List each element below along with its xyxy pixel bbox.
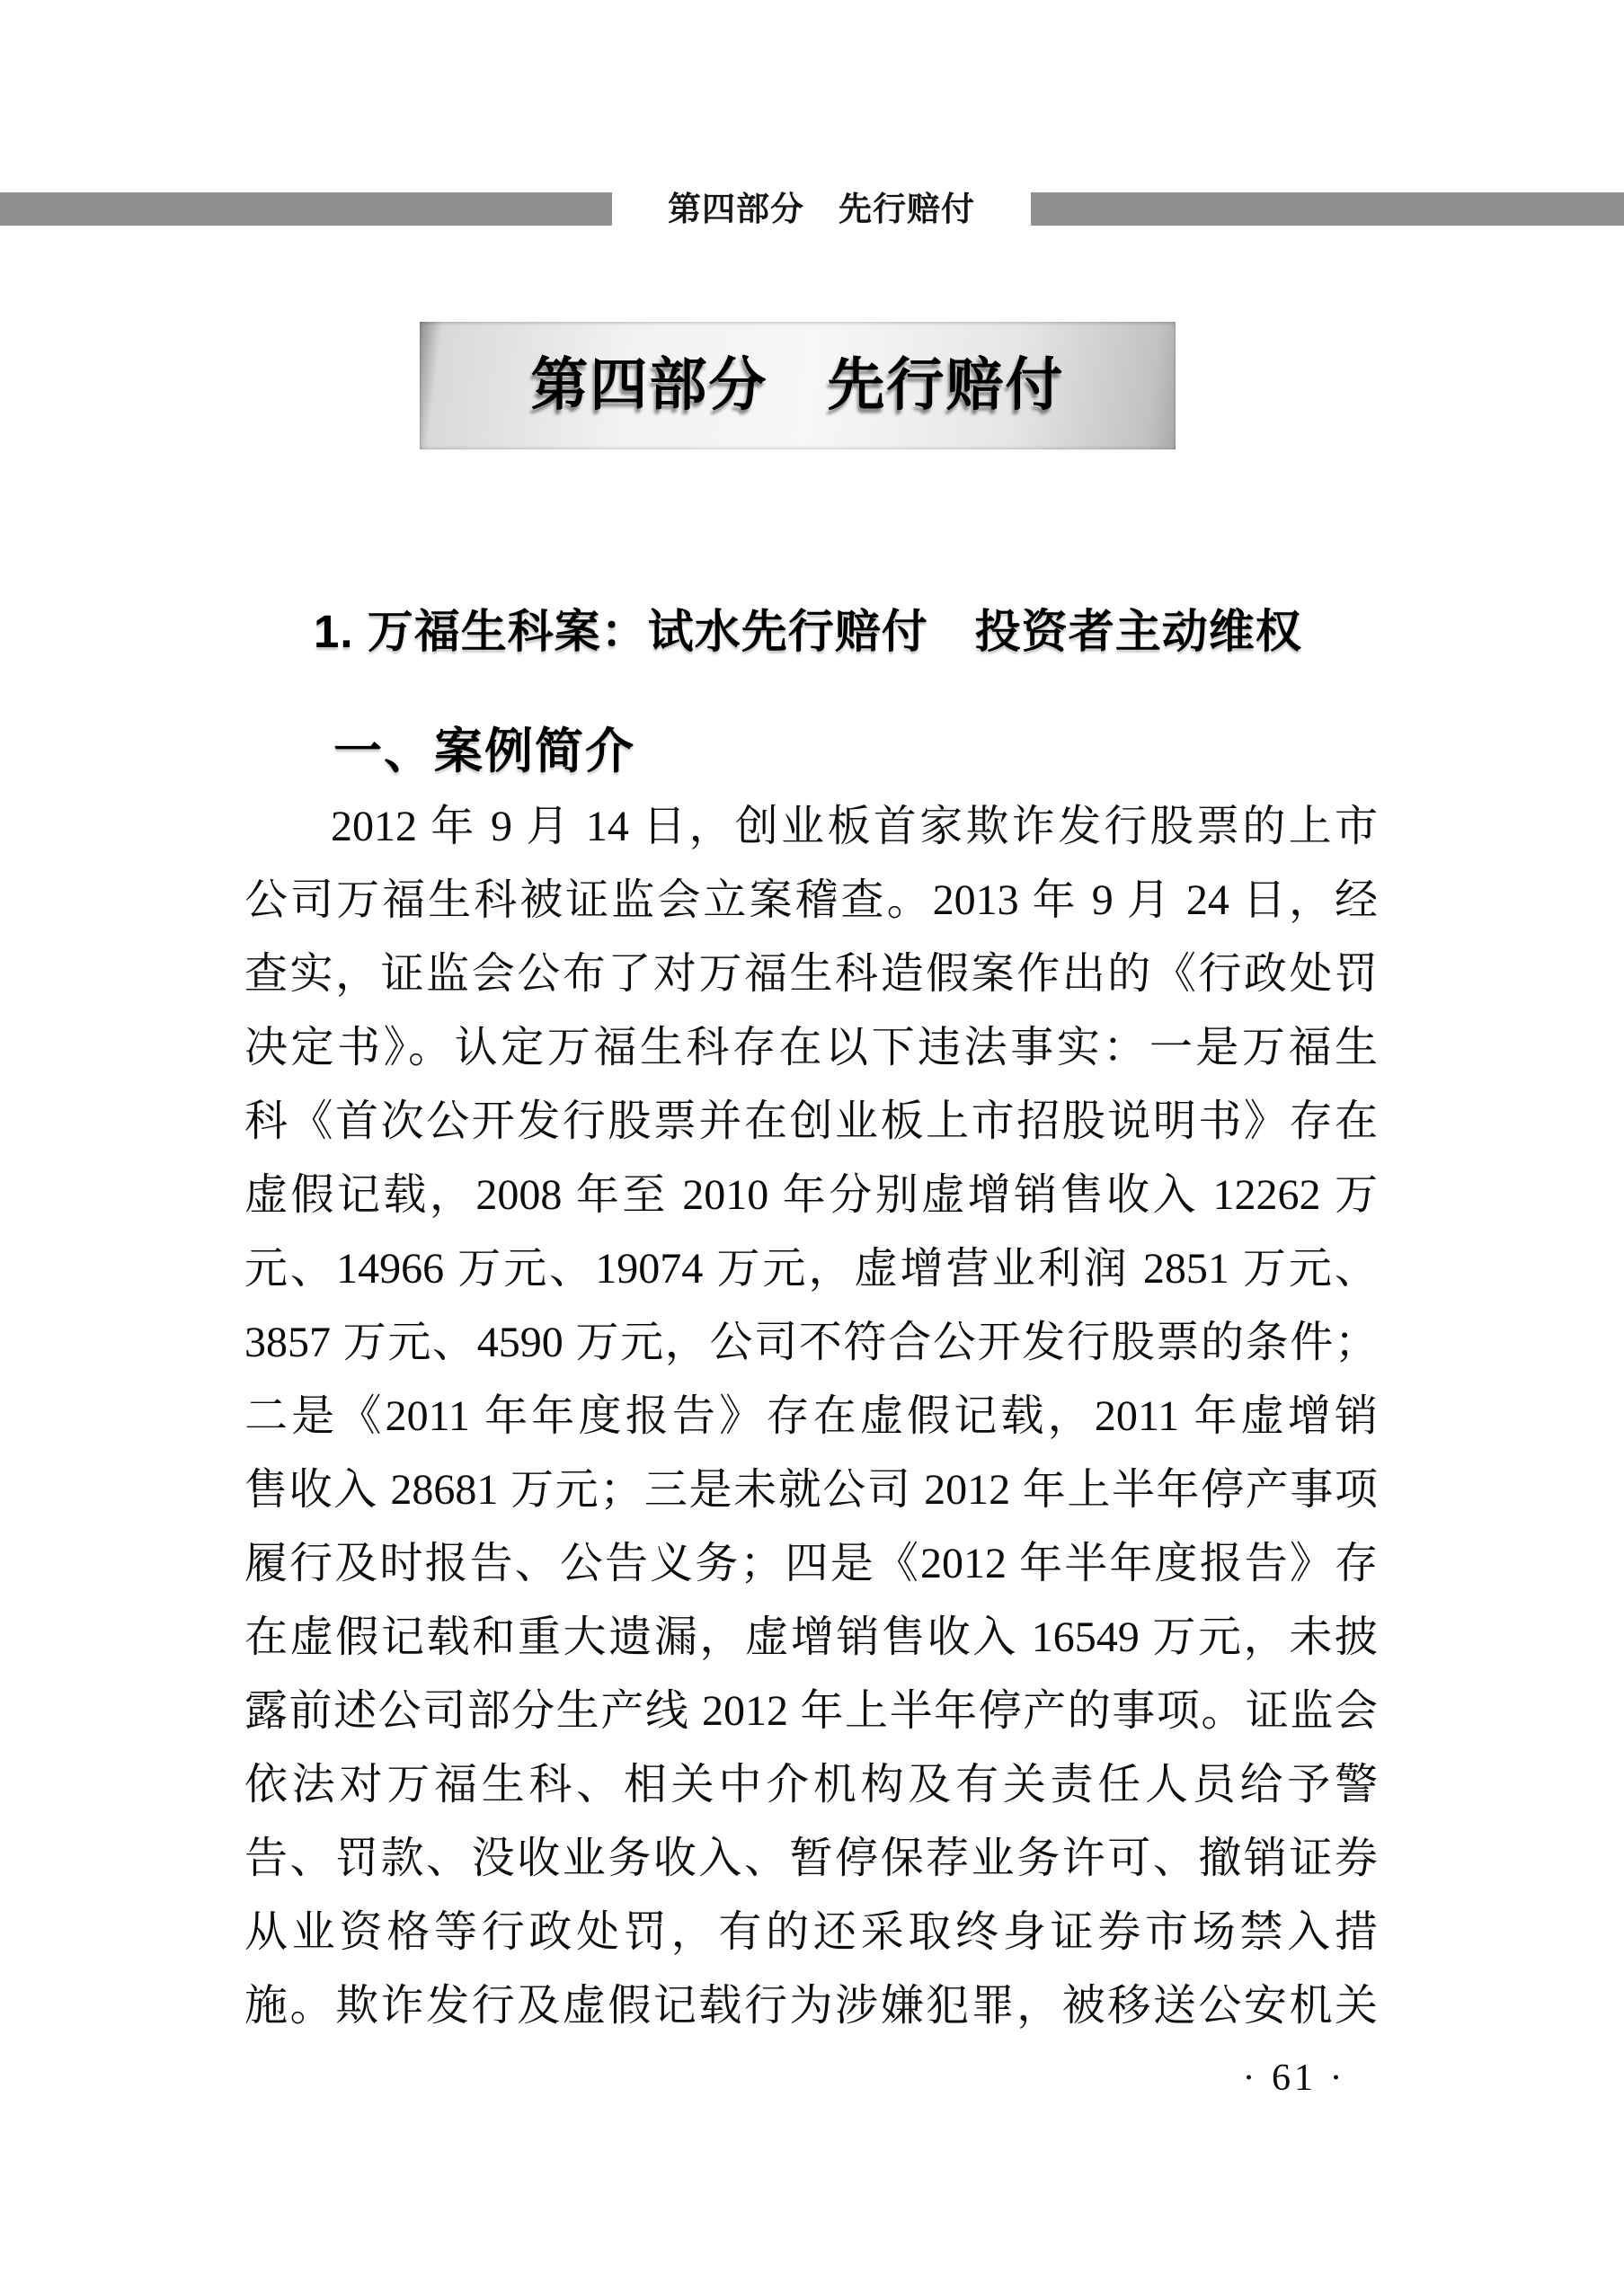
paragraph-line: 施。欺诈发行及虚假记载行为涉嫌犯罪，被移送公安机关 [244,1982,1378,2030]
part-title: 第四部分 先行赔付 [530,353,1065,417]
paragraph-line: 履行及时报告、公告义务；四是《2012 年半年度报告》存 [244,1540,1378,1587]
paragraph-line: 露前述公司部分生产线 2012 年上半年停产的事项。证监会 [244,1687,1378,1735]
header-rule-right [1031,192,1624,226]
page-number: · 61 · [1242,2057,1346,2099]
paragraph-line: 科《首次公开发行股票并在创业板上市招股说明书》存在 [244,1098,1378,1145]
paragraph-line: 元、14966 万元、19074 万元，虚增营业利润 2851 万元、 [244,1245,1378,1293]
paragraph-line: 依法对万福生科、相关中介机构及有关责任人员给予警 [244,1761,1378,1809]
subsection-heading: 一、案例简介 [333,724,635,778]
paragraph-line: 在虚假记载和重大遗漏，虚增销售收入 16549 万元，未披 [244,1613,1378,1661]
section-heading: 1. 万福生科案：试水先行赔付 投资者主动维权 [314,606,1302,657]
paragraph-line: 从业资格等行政处罚，有的还采取终身证券市场禁入措 [244,1908,1378,1956]
paragraph-line: 决定书》。认定万福生科存在以下违法事实：一是万福生 [244,1024,1378,1071]
paragraph-line: 2012 年 9 月 14 日，创业板首家欺诈发行股票的上市 [331,803,1378,850]
paragraph-line: 3857 万元、4590 万元，公司不符合公开发行股票的条件； [244,1319,1378,1366]
paragraph-line: 告、罚款、没收业务收入、暂停保荐业务许可、撤销证券 [244,1835,1378,1882]
running-header-title: 第四部分 先行赔付 [668,191,975,227]
paragraph-line: 虚假记载，2008 年至 2010 年分别虚增销售收入 12262 万 [244,1171,1378,1219]
part-title-banner [420,322,1176,449]
paragraph-line: 查实，证监会公布了对万福生科造假案作出的《行政处罚 [244,950,1378,998]
paragraph-line: 售收入 28681 万元；三是未就公司 2012 年上半年停产事项 [244,1466,1378,1514]
paragraph-line: 二是《2011 年年度报告》存在虚假记载，2011 年虚增销 [244,1392,1378,1440]
paragraph-line: 公司万福生科被证监会立案稽查。2013 年 9 月 24 日，经 [244,876,1378,924]
body-paragraph [244,790,1378,2043]
header-rule-left [0,192,612,226]
